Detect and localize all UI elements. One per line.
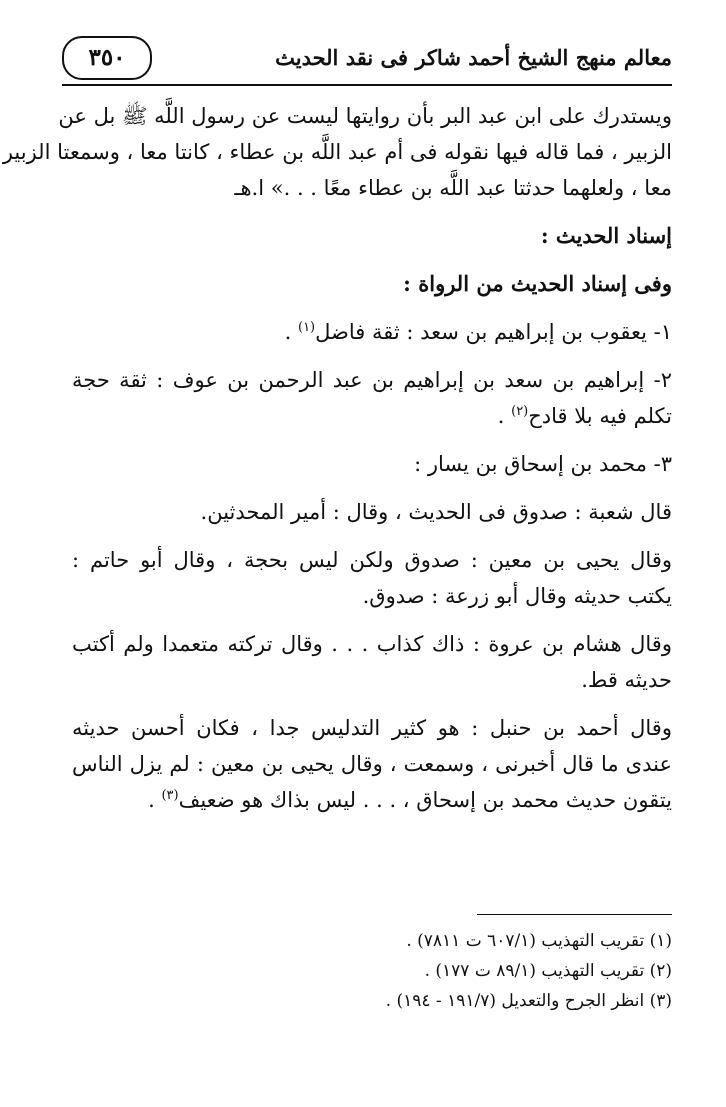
footnote-1: (١) تقريب التهذيب (٦٠٧/١ ت ٧٨١١) . bbox=[406, 931, 672, 951]
main-text bbox=[2, 98, 672, 818]
text-line: يكتب حديثه وقال أبو زرعة : صدوق. bbox=[362, 584, 672, 608]
footnote-ref-3: (٣) bbox=[161, 788, 179, 803]
text-line: ٢- إبراهيم بن سعد بن إبراهيم بن عبد الرحمن بن عوف : ثقة حجة bbox=[72, 368, 672, 392]
footnote-ref-2: (٢) bbox=[511, 404, 529, 419]
text-line bbox=[72, 398, 672, 434]
footnote-rule bbox=[477, 914, 672, 915]
page-header bbox=[62, 36, 672, 86]
punctuation: . bbox=[497, 404, 512, 428]
narrator-3: ٣- محمد بن إسحاق بن يسار : bbox=[414, 452, 672, 476]
text-line: وقال أحمد بن حنبل : هو كثير التدليس جدا ، فكان أحسن حديثه bbox=[72, 716, 672, 740]
text-line: وقال هشام بن عروة : ذاك كذاب . . . وقال تركته متعمدا ولم أكتب bbox=[72, 632, 672, 656]
quote-shuba: قال شعبة : صدوق فى الحديث ، وقال : أمير المحدثين. bbox=[200, 500, 672, 524]
text-line: وقال يحيى بن معين : صدوق ولكن ليس بحجة ، وقال أبو حاتم : bbox=[72, 548, 672, 572]
punctuation: . bbox=[148, 788, 162, 812]
subsection-heading: وفى إسناد الحديث من الرواة : bbox=[403, 271, 672, 296]
quote-ahmad bbox=[72, 710, 672, 818]
footnote-3: (٣) انظر الجرح والتعديل (١٩١/٧ - ١٩٤) . bbox=[385, 991, 672, 1011]
page-number: ٣٥٠ bbox=[62, 36, 152, 80]
header-rule bbox=[62, 84, 672, 86]
punctuation: . bbox=[284, 320, 298, 344]
narrator-2 bbox=[72, 362, 672, 434]
text-line: عندى ما قال أخبرنى ، وسمعت ، وقال يحيى بن معين : لم يزل الناس bbox=[72, 752, 672, 776]
text-line: الزبير ، فما قاله فيها نقوله فى أم عبد اللَّه بن عطاء ، كانتا معا ، وسمعتا الزبير bbox=[2, 140, 672, 164]
text-line: معا ، ولعلهما حدثتا عبد اللَّه بن عطاء معًا . . .» ا.هـ bbox=[234, 176, 672, 200]
text-line: حديثه قط. bbox=[581, 668, 672, 692]
footnote-ref-1: (١) bbox=[297, 320, 316, 335]
quote-hisham bbox=[72, 626, 672, 698]
running-title: معالم منهج الشيخ أحمد شاكر فى نقد الحديث bbox=[275, 45, 672, 70]
footnote-2: (٢) تقريب التهذيب (٨٩/١ ت ١٧٧) . bbox=[424, 961, 672, 981]
narrator-1 bbox=[72, 314, 672, 350]
section-heading: إسناد الحديث : bbox=[540, 223, 672, 248]
paragraph-intro bbox=[2, 98, 672, 206]
text-line bbox=[72, 782, 672, 818]
quote-ibn-main bbox=[72, 542, 672, 614]
text-line: ويستدرك على ابن عبد البر بأن روايتها ليست عن رسول اللَّه ﷺ بل عن bbox=[58, 104, 672, 128]
narrator-2-text: تكلم فيه بلا قادح bbox=[528, 404, 672, 428]
footnotes bbox=[72, 926, 672, 1016]
narrator-1-text: ١- يعقوب بن إبراهيم بن سعد : ثقة فاضل bbox=[315, 320, 672, 344]
quote-ahmad-text: يتقون حديث محمد بن إسحاق ، . . . ليس بذاك هو ضعيف bbox=[178, 788, 672, 812]
